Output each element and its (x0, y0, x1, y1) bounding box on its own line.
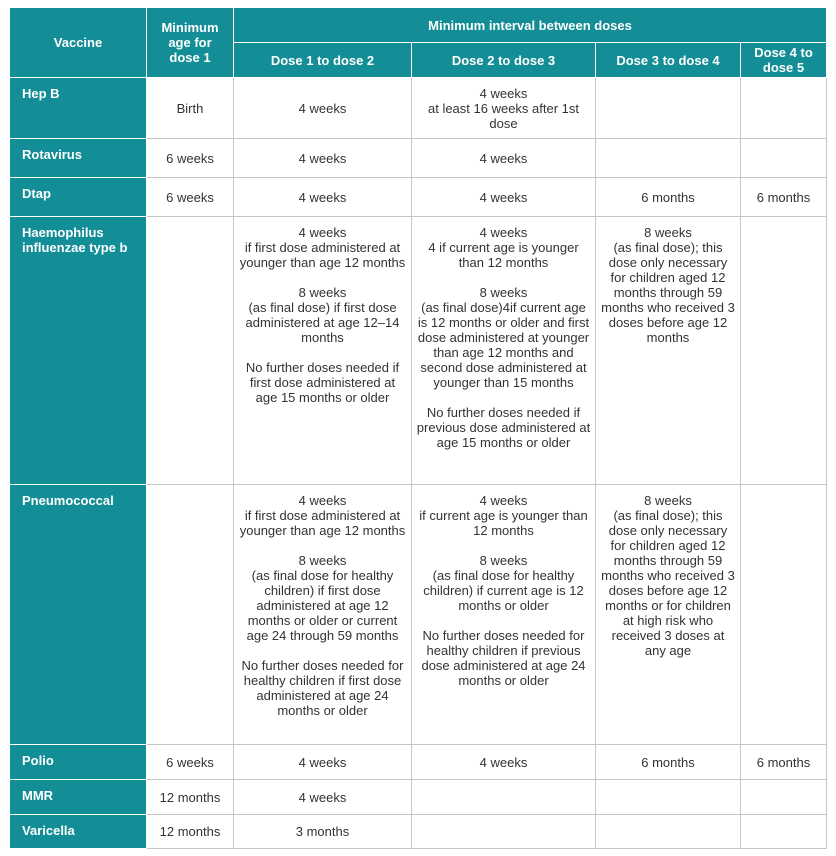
min-age-cell: 6 weeks (147, 745, 234, 780)
interval-cell: 6 months (596, 745, 741, 780)
vaccine-interval-table (9, 7, 827, 849)
header-dose-4-to-5: Dose 4 to dose 5 (741, 43, 827, 78)
interval-cell: 8 weeks (as final dose); this dose only necessary for children aged 12 months through 59 months who received 3 doses before age 12 months or for children at high risk who received 3 doses at any age (596, 485, 741, 745)
interval-cell: 8 weeks (as final dose); this dose only necessary for children aged 12 months through 59 months who received 3 doses before age 12 months (596, 217, 741, 485)
interval-cell: 4 weeks (234, 745, 412, 780)
header-min-age: Minimum age for dose 1 (147, 8, 234, 78)
min-age-cell: 12 months (147, 780, 234, 815)
interval-cell: 4 weeks if first dose administered at younger than age 12 months 8 weeks (as final dose) if first dose administered at age 12–14 months No further doses needed if first dose administered at age 15 months or older (234, 217, 412, 485)
interval-cell: 4 weeks (412, 178, 596, 217)
min-age-cell: 6 weeks (147, 139, 234, 178)
interval-cell (741, 78, 827, 139)
interval-cell: 4 weeks (234, 139, 412, 178)
interval-cell (741, 217, 827, 485)
vaccine-name: Haemophilus influenzae type b (10, 217, 147, 485)
interval-cell: 4 weeks at least 16 weeks after 1st dose (412, 78, 596, 139)
interval-cell (596, 139, 741, 178)
vaccine-name: Rotavirus (10, 139, 147, 178)
header-dose-1-to-2: Dose 1 to dose 2 (234, 43, 412, 78)
interval-cell (741, 780, 827, 815)
table-row (10, 217, 827, 485)
interval-cell: 6 months (596, 178, 741, 217)
min-age-cell: 12 months (147, 815, 234, 849)
interval-cell: 4 weeks (234, 780, 412, 815)
table-row (10, 780, 827, 815)
interval-cell: 4 weeks (234, 178, 412, 217)
interval-cell: 4 weeks if first dose administered at younger than age 12 months 8 weeks (as final dose for healthy children) if first dose administered at age 12 months or older or current age 24 through 59 months No further doses needed for healthy children if first dose administered at age 24 months or older (234, 485, 412, 745)
interval-cell: 4 weeks (234, 78, 412, 139)
min-age-cell: Birth (147, 78, 234, 139)
interval-cell: 4 weeks if current age is younger than 12 months 8 weeks (as final dose for healthy children) if current age is 12 months or older No further doses needed for healthy children if previous dose administered at age 24 months or older (412, 485, 596, 745)
interval-cell (741, 485, 827, 745)
interval-cell: 6 months (741, 745, 827, 780)
header-dose-2-to-3: Dose 2 to dose 3 (412, 43, 596, 78)
header-vaccine: Vaccine (10, 8, 147, 78)
table-row (10, 178, 827, 217)
vaccine-name: Pneumococcal (10, 485, 147, 745)
header-min-interval: Minimum interval between doses (234, 8, 827, 43)
interval-cell (596, 78, 741, 139)
table-row (10, 745, 827, 780)
table-row (10, 815, 827, 849)
vaccine-name: Polio (10, 745, 147, 780)
interval-cell (412, 780, 596, 815)
interval-cell: 4 weeks (412, 139, 596, 178)
interval-cell (412, 815, 596, 849)
header-dose-3-to-4: Dose 3 to dose 4 (596, 43, 741, 78)
interval-cell: 4 weeks 4 if current age is younger than 12 months 8 weeks (as final dose)4if current age is 12 months or older and first dose administered at younger than age 12 months and second dose administered at younger than 15 months No further doses needed if previous dose administered at age 15 months or older (412, 217, 596, 485)
table-row (10, 139, 827, 178)
interval-cell: 3 months (234, 815, 412, 849)
vaccine-name: MMR (10, 780, 147, 815)
vaccine-name: Dtap (10, 178, 147, 217)
min-age-cell (147, 485, 234, 745)
table-row (10, 78, 827, 139)
min-age-cell: 6 weeks (147, 178, 234, 217)
interval-cell (741, 815, 827, 849)
interval-cell (596, 780, 741, 815)
interval-cell: 6 months (741, 178, 827, 217)
min-age-cell (147, 217, 234, 485)
interval-cell: 4 weeks (412, 745, 596, 780)
vaccine-name: Hep B (10, 78, 147, 139)
interval-cell (741, 139, 827, 178)
vaccine-name: Varicella (10, 815, 147, 849)
table-row (10, 485, 827, 745)
interval-cell (596, 815, 741, 849)
